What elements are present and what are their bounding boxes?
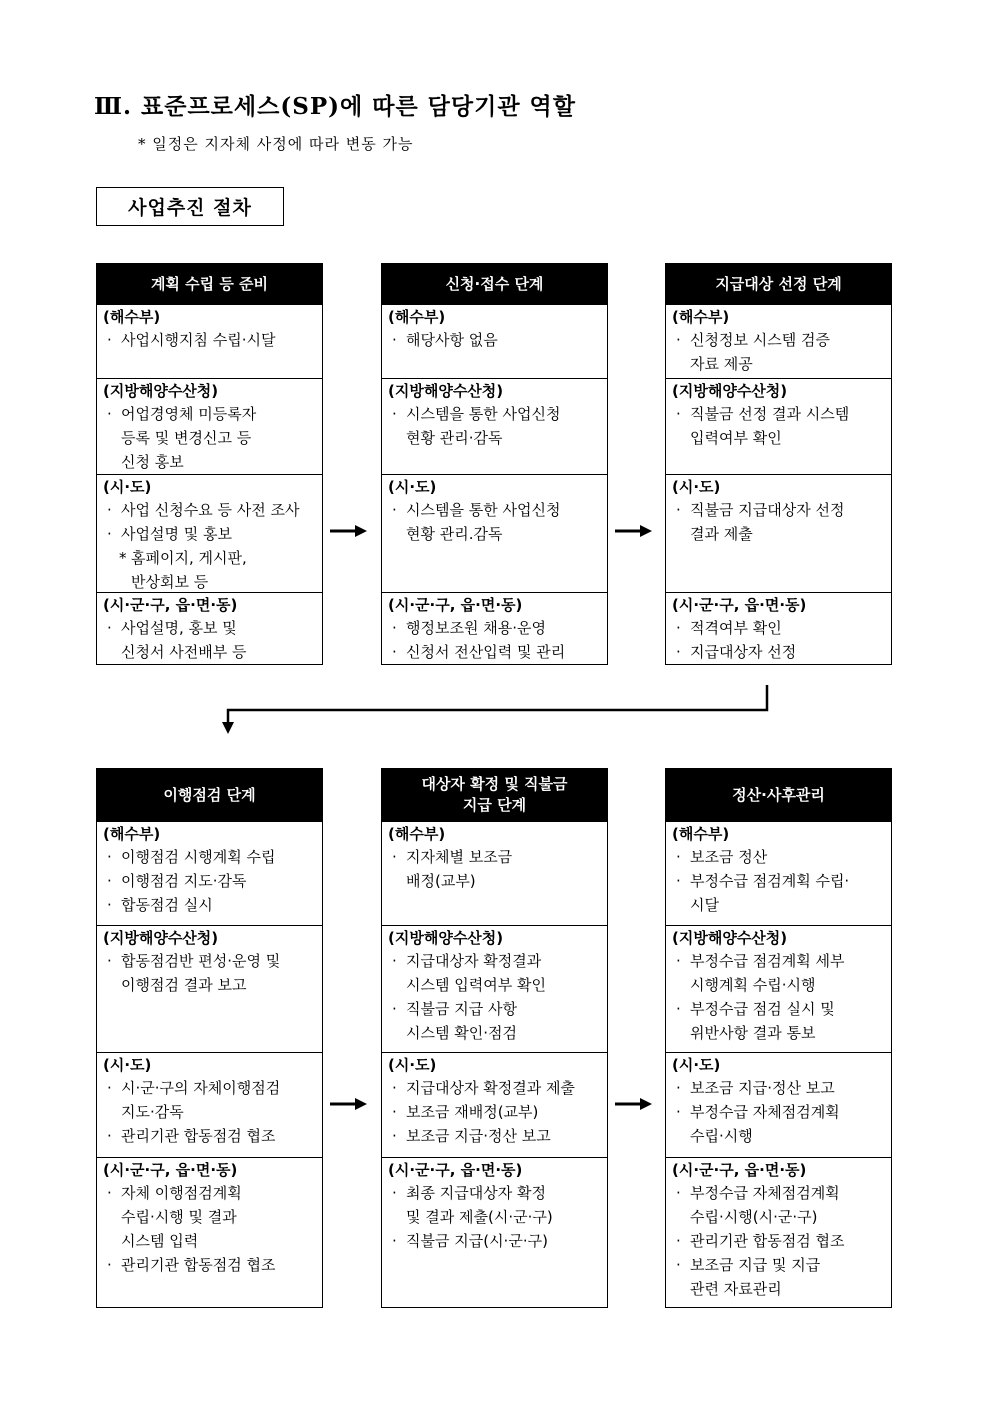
stage-header: 정산·사후관리 [666,769,891,821]
list-item: · 직불금 선정 결과 시스템 입력여부 확인 [674,402,887,450]
page-title: Ⅲ. 표준프로세스(SP)에 따른 담당기관 역할 [94,93,576,120]
list-item: · 관리기관 합동점검 협조 [674,1229,887,1253]
list-item: · 관리기관 합동점검 협조 [105,1124,318,1148]
org-cell-local [97,1157,322,1307]
list-item: · 부정수급 자체점검계획 수립·시행(시·군·구) [674,1181,887,1229]
list-item: · 보조금 재배정(교부) [390,1100,603,1124]
list-item: · 합동점검 실시 [105,893,318,917]
org-label: (시·군·구, 읍·면·동) [672,596,807,614]
list-item: · 행정보조원 채용·운영 [390,616,603,640]
org-label: (시·군·구, 읍·면·동) [388,1161,523,1179]
org-cell-province [666,474,891,592]
arrow-right-icon [614,1095,654,1113]
list-item: · 보조금 정산 [674,845,887,869]
org-label: (시·도) [388,478,437,496]
org-cell-regional [97,378,322,474]
list-item: · 부정수급 점검계획 세부 시행계획 수립·시행 [674,949,887,997]
list-item: · 시스템을 통한 사업신청 현황 관리·감독 [390,402,603,450]
org-label: (시·도) [103,478,152,496]
org-label: (지방해양수산청) [103,382,219,400]
org-cell-mof [382,304,607,378]
section-title: 사업추진 절차 [96,187,284,226]
org-label: (시·도) [388,1056,437,1074]
org-label: (해수부) [388,308,446,326]
org-cell-mof [382,821,607,925]
org-label: (시·군·구, 읍·면·동) [672,1161,807,1179]
list-item: · 신청서 전산입력 및 관리 [390,640,603,664]
org-label: (시·도) [672,1056,721,1074]
org-label: (지방해양수산청) [672,382,788,400]
org-cell-local [382,592,607,664]
org-cell-local [666,592,891,664]
org-label: (시·도) [103,1056,152,1074]
list-item: · 직불금 지급대상자 선정 결과 제출 [674,498,887,546]
org-cell-mof [97,304,322,378]
stage-header: 지급대상 선정 단계 [666,264,891,304]
org-label: (시·군·구, 읍·면·동) [103,596,238,614]
list-item: · 지급대상자 선정 [674,640,887,664]
org-cell-province [382,1052,607,1157]
org-label: (지방해양수산청) [672,929,788,947]
org-cell-regional [382,378,607,474]
list-item: · 부정수급 자체점검계획 수립·시행 [674,1100,887,1148]
org-cell-province [97,474,322,592]
list-item: · 시스템을 통한 사업신청 현황 관리.감독 [390,498,603,546]
list-item: · 직불금 지급(시·군·구) [390,1229,603,1253]
schedule-note: * 일정은 지자체 사정에 따라 변동 가능 [138,135,414,153]
list-item: · 이행점검 시행계획 수립 [105,845,318,869]
org-label: (시·군·구, 읍·면·동) [103,1161,238,1179]
org-cell-province [666,1052,891,1157]
list-item: · 어업경영체 미등록자 등록 및 변경신고 등 신청 홍보 [105,402,318,474]
arrow-right-icon [614,522,654,540]
list-item: · 사업시행지침 수립·시달 [105,328,318,352]
org-label: (시·군·구, 읍·면·동) [388,596,523,614]
arrow-right-icon [329,522,369,540]
org-label: (지방해양수산청) [388,929,504,947]
stage-inspection [96,768,323,1308]
list-item: · 직불금 지급 사항 시스템 확인·점검 [390,997,603,1045]
list-item: · 보조금 지급·정산 보고 [390,1124,603,1148]
org-cell-mof [97,821,322,925]
org-cell-local [666,1157,891,1307]
list-item: · 최종 지급대상자 확정 및 결과 제출(시·군·구) [390,1181,603,1229]
list-item: · 부정수급 점검 실시 및 위반사항 결과 통보 [674,997,887,1045]
list-item: · 적격여부 확인 [674,616,887,640]
org-label: (해수부) [672,308,730,326]
list-item: · 자체 이행점검계획 수립·시행 및 결과 시스템 입력 [105,1181,318,1253]
org-cell-local [97,592,322,664]
stage-header: 신청·접수 단계 [382,264,607,304]
org-cell-local [382,1157,607,1307]
list-item: · 지급대상자 확정결과 시스템 입력여부 확인 [390,949,603,997]
org-label: (해수부) [672,825,730,843]
org-cell-province [382,474,607,592]
org-cell-mof [666,304,891,378]
org-cell-regional [97,925,322,1052]
org-label: (해수부) [103,825,161,843]
org-cell-regional [666,378,891,474]
org-label: (해수부) [103,308,161,326]
org-cell-mof [666,821,891,925]
stage-application [381,263,608,665]
list-item: · 지자체별 보조금 배정(교부) [390,845,603,893]
list-item: · 부정수급 점검계획 수립· 시달 [674,869,887,917]
list-item: · 사업 신청수요 등 사전 조사 [105,498,318,522]
org-cell-regional [382,925,607,1052]
stage-settlement [665,768,892,1308]
list-item: · 보조금 지급 및 지급 관련 자료관리 [674,1253,887,1301]
stage-confirmation [381,768,608,1308]
arrow-down-connector-icon [218,684,774,736]
stage-header: 대상자 확정 및 직불금 지급 단계 [382,769,607,821]
stage-header: 이행점검 단계 [97,769,322,821]
org-label: (지방해양수산청) [388,382,504,400]
stage-header: 계획 수립 등 준비 [97,264,322,304]
list-item: · 관리기관 합동점검 협조 [105,1253,318,1277]
list-item: · 사업설명, 홍보 및 신청서 사전배부 등 [105,616,318,664]
list-item: · 지급대상자 확정결과 제출 [390,1076,603,1100]
sub-note: * 홈페이지, 게시판, 반상회보 등 [105,546,318,592]
arrow-right-icon [329,1095,369,1113]
org-cell-regional [666,925,891,1052]
list-item: · 이행점검 지도·감독 [105,869,318,893]
list-item: · 해당사항 없음 [390,328,603,352]
list-item: · 합동점검반 편성·운영 및 이행점검 결과 보고 [105,949,318,997]
stage-planning [96,263,323,665]
org-label: (해수부) [388,825,446,843]
list-item: · 시·군·구의 자체이행점검 지도·감독 [105,1076,318,1124]
list-item: · 보조금 지급·정산 보고 [674,1076,887,1100]
list-item: · 사업설명 및 홍보 [105,522,318,546]
stage-selection [665,263,892,665]
org-label: (지방해양수산청) [103,929,219,947]
org-cell-province [97,1052,322,1157]
org-label: (시·도) [672,478,721,496]
list-item: · 신청정보 시스템 검증 자료 제공 [674,328,887,376]
